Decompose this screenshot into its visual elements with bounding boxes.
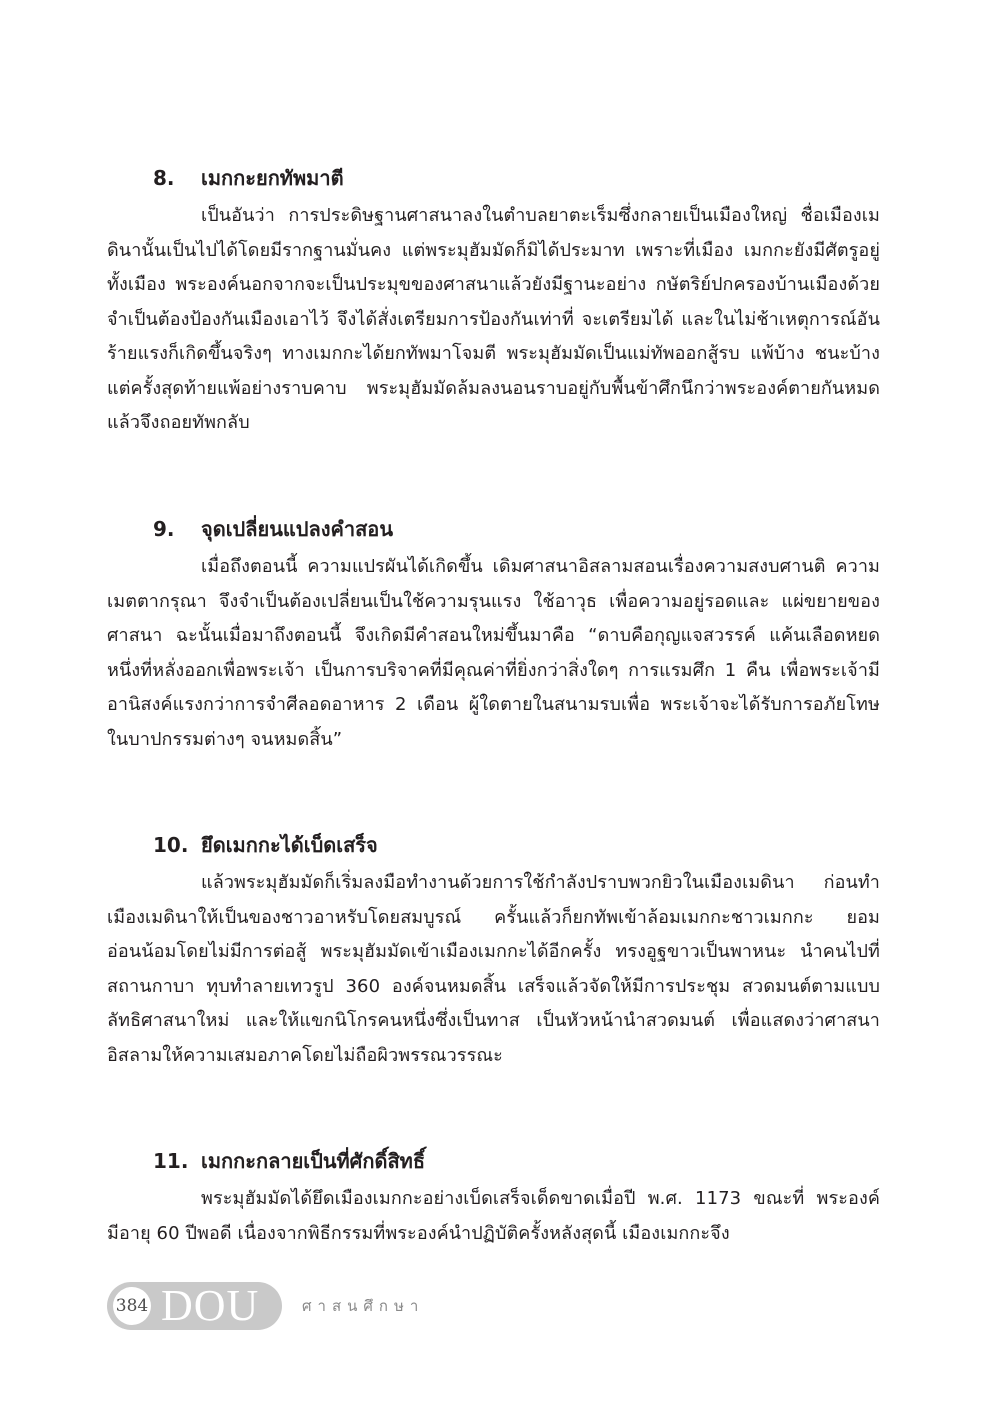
section-9 (107, 514, 880, 757)
section-heading (107, 163, 880, 193)
section-paragraph: พระมุฮัมมัดได้ยึดเมืองเมกกะอย่างเบ็ดเสร็จเด็ดขาดเมื่อปี พ.ศ. 1173 ขณะที่ พระองค์มีอายุ 60 ปีพอดี เนื่องจากพิธีกรรมที่พระองค์นำปฏิบัติครั้งหลังสุดนี้ เมืองเมกกะจึง (107, 1188, 880, 1244)
section-heading (107, 830, 880, 860)
section-paragraph: เมื่อถึงตอนนี้ ความแปรผันได้เกิดขึ้น เดิมศาสนาอิสลามสอนเรื่องความสงบศานติ ความเมตตากรุณา จึงจำเป็นต้องเปลี่ยนเป็นใช้ความรุนแรง ใช้อาวุธ เพื่อความอยู่รอดและ แผ่ขยายของศาสนา ฉะนั้นเมื่อมาถึงตอนนี้ จึงเกิดมีคำสอนใหม่ขึ้นมาคือ “ดาบคือกุญแจสวรรค์ แค้นเลือดหยดหนึ่งที่หลั่งออกเพื่อพระเจ้า เป็นการบริจาคที่มีคุณค่าที่ยิ่งกว่าสิ่งใดๆ การแรมศึก 1 คืน เพื่อพระเจ้ามีอานิสงค์แรงกว่าการจำศีลอดอาหาร 2 เดือน ผู้ใดตายในสนามรบเพื่อ พระเจ้าจะได้รับการอภัยโทษในบาปกรรมต่างๆ จนหมดสิ้น” (107, 556, 880, 750)
section-8 (107, 163, 880, 441)
section-heading (107, 1146, 880, 1176)
page-footer (107, 1282, 424, 1330)
section-number: 10. (153, 833, 189, 857)
section-11 (107, 1146, 880, 1251)
course-name: ศาสนศึกษา (302, 1297, 425, 1315)
section-title: ยึดเมกกะได้เบ็ดเสร็จ (201, 833, 378, 857)
section-number: 9. (153, 517, 175, 541)
section-paragraph: เป็นอันว่า การประดิษฐานศาสนาลงในตำบลยาตะเร็มซึ่งกลายเป็นเมืองใหญ่ ชื่อเมืองเมดินานั้นเป็นไปได้โดยมีรากฐานมั่นคง แต่พระมุฮัมมัดก็มิได้ประมาท เพราะที่เมือง เมกกะยังมีศัตรูอยู่ทั้งเมือง พระองค์นอกจากจะเป็นประมุขของศาสนาแล้วยังมีฐานะอย่าง กษัตริย์ปกครองบ้านเมืองด้วย จำเป็นต้องป้องกันเมืองเอาไว้ จึงได้สั่งเตรียมการป้องกันเท่าที่ จะเตรียมได้ และในไม่ช้าเหตุการณ์อันร้ายแรงก็เกิดขึ้นจริงๆ ทางเมกกะได้ยกทัพมาโจมตี พระมุฮัมมัดเป็นแม่ทัพออกสู้รบ แพ้บ้าง ชนะบ้าง แต่ครั้งสุดท้ายแพ้อย่างราบคาบ พระมุฮัมมัดล้มลงนอนราบอยู่กับพื้นข้าศึกนึกว่าพระองค์ตายกันหมดแล้วจึงถอยทัพกลับ (107, 205, 880, 433)
page-number: 384 (113, 1287, 151, 1325)
section-paragraph: แล้วพระมุฮัมมัดก็เริ่มลงมือทำงานด้วยการใช้กำลังปราบพวกยิวในเมืองเมดินา ก่อนทำเมืองเมดินาให้เป็นของชาวอาหรับโดยสมบูรณ์ ครั้นแล้วก็ยกทัพเข้าล้อมเมกกะชาวเมกกะ ยอมอ่อนน้อมโดยไม่มีการต่อสู้ พระมุฮัมมัดเข้าเมืองเมกกะได้อีกครั้ง ทรงอูฐขาวเป็นพาหนะ นำคนไปที่สถานกาบา ทุบทำลายเทวรูป 360 องค์จนหมดสิ้น เสร็จแล้วจัดให้มีการประชุม สวดมนต์ตามแบบลัทธิศาสนาใหม่ และให้แขกนิโกรคนหนึ่งซึ่งเป็นทาส เป็นหัวหน้านำสวดมนต์ เพื่อแสดงว่าศาสนาอิสลามให้ความเสมอภาคโดยไม่ถือผิวพรรณวรรณะ (107, 872, 880, 1066)
section-10 (107, 830, 880, 1073)
section-title: จุดเปลี่ยนแปลงคำสอน (201, 517, 393, 541)
footer-badge (107, 1282, 282, 1330)
section-number: 11. (153, 1149, 189, 1173)
dou-logo: DOU (161, 1281, 260, 1330)
section-title: เมกกะยกทัพมาตี (201, 166, 344, 190)
section-title: เมกกะกลายเป็นที่ศักดิ์สิทธิ์ (201, 1149, 426, 1173)
section-heading (107, 514, 880, 544)
section-number: 8. (153, 166, 175, 190)
